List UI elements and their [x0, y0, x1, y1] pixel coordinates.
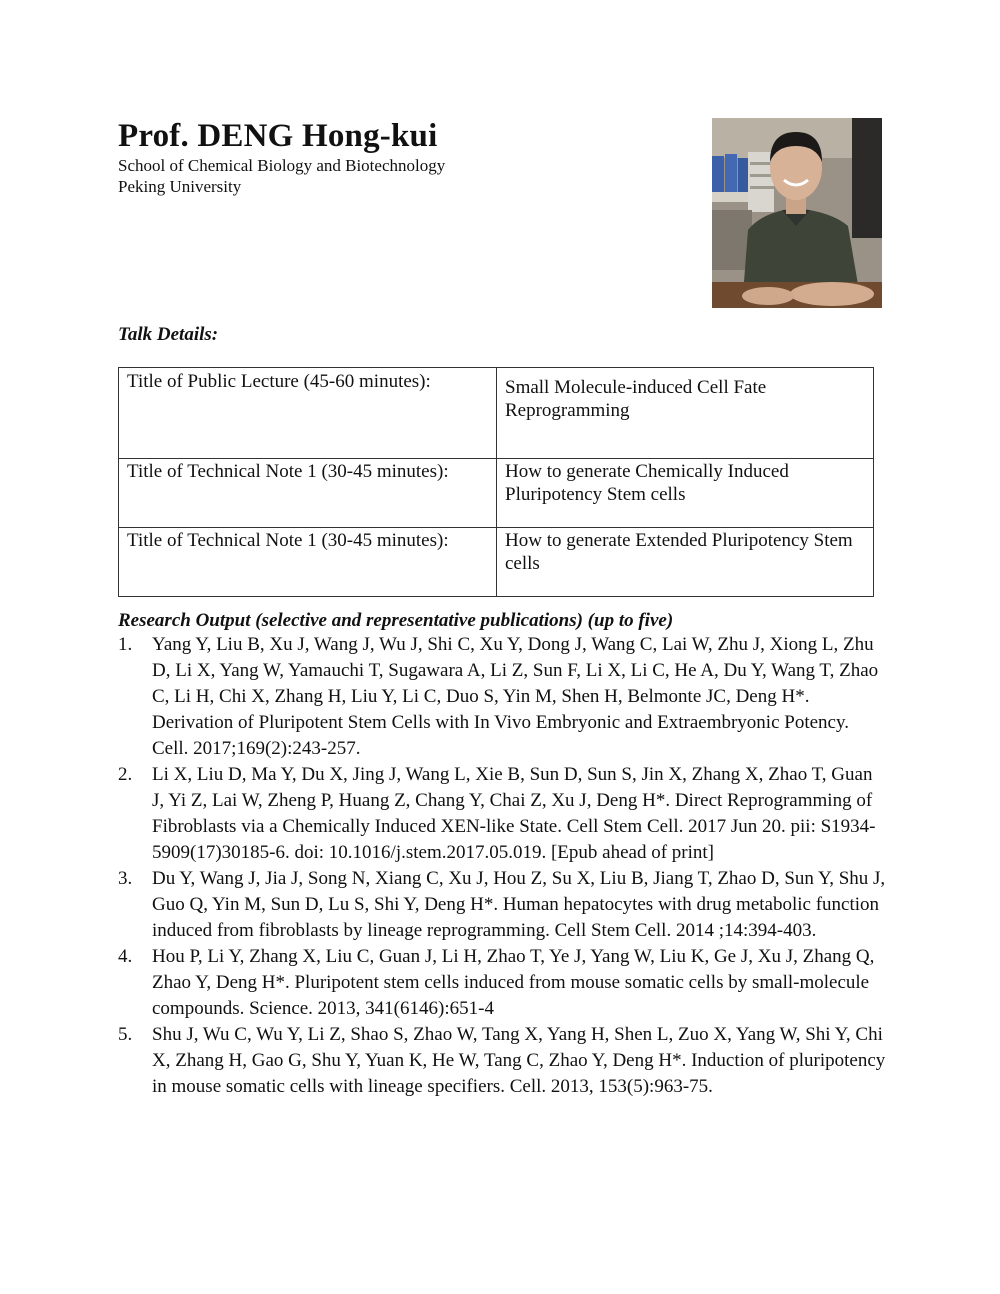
publication-number: 3. — [118, 868, 133, 889]
research-output-heading: Research Output (selective and representative publications) (up to five) — [118, 610, 674, 631]
publication-text: Yang Y, Liu B, Xu J, Wang J, Wu J, Shi C, Xu Y, Dong J, Wang C, Lai W, Zhu J, Xiong L, Zhu D, Li X, Yang W, Yamauchi T, Sugawara A, Li Z, Sun F, Li X, Li C, He A, Du Y, Wang T, Zhao C, Li H, Chi X, Zhang H, Liu Y, Li C, Duo S, Yin M, Shen H, Belmonte JC, Deng H*. Derivation of Pluripotent Stem Cells with In Vivo Embryonic and Extraembryonic Potency. Cell. 2017;169(2):243-257. — [152, 634, 879, 759]
publication-list — [118, 632, 888, 1100]
university-name: Peking University — [118, 177, 242, 196]
publication-item — [118, 762, 888, 866]
talk-row-value: Small Molecule-induced Cell Fate Reprogramming — [497, 368, 874, 459]
school-name: School of Chemical Biology and Biotechnology — [118, 156, 446, 175]
profile-photo — [712, 118, 882, 308]
talk-row-label: Title of Technical Note 1 (30-45 minutes): — [119, 528, 497, 597]
profile-name: Prof. DENG Hong-kui — [118, 118, 438, 154]
talk-row — [119, 459, 874, 528]
publication-number: 4. — [118, 946, 133, 967]
talk-row-label: Title of Public Lecture (45-60 minutes): — [119, 368, 497, 459]
talk-row — [119, 368, 874, 459]
talk-details-table — [118, 367, 874, 597]
publication-text: Hou P, Li Y, Zhang X, Liu C, Guan J, Li H, Zhao T, Ye J, Yang W, Liu K, Ge J, Xu J, Zhang Q, Zhao Y, Deng H*. Pluripotent stem cells induced from mouse somatic cells by small-molecule compounds. Science. 2013, 341(6146):651-4 — [152, 946, 875, 1019]
publication-item — [118, 944, 888, 1022]
publication-text: Du Y, Wang J, Jia J, Song N, Xiang C, Xu J, Hou Z, Su X, Liu B, Jiang T, Zhao D, Sun Y, Shu J, Guo Q, Yin M, Sun D, Lu S, Shi Y, Deng H*. Human hepatocytes with drug metabolic function induced from fibroblasts by lineage reprogramming. Cell Stem Cell. 2014 ;14:394-403. — [152, 868, 886, 941]
talk-details-heading: Talk Details: — [118, 324, 219, 345]
publication-item — [118, 1022, 888, 1100]
publication-number: 1. — [118, 634, 133, 655]
talk-row-value: How to generate Chemically Induced Pluripotency Stem cells — [497, 459, 874, 528]
publication-text: Shu J, Wu C, Wu Y, Li Z, Shao S, Zhao W, Tang X, Yang H, Shen L, Zuo X, Yang W, Shi Y, Chi X, Zhang H, Gao G, Shu Y, Yuan K, He W, Tang C, Zhao Y, Deng H*. Induction of pluripotency in mouse somatic cells with lineage specifiers. Cell. 2013, 153(5):963-75. — [152, 1024, 886, 1097]
talk-row — [119, 528, 874, 597]
portrait-image — [712, 118, 882, 308]
publication-item — [118, 632, 888, 762]
talk-row-label: Title of Technical Note 1 (30-45 minutes): — [119, 459, 497, 528]
publication-number: 2. — [118, 764, 133, 785]
talk-row-value: How to generate Extended Pluripotency Stem cells — [497, 528, 874, 597]
publication-item — [118, 866, 888, 944]
publication-number: 5. — [118, 1024, 133, 1045]
publication-text: Li X, Liu D, Ma Y, Du X, Jing J, Wang L, Xie B, Sun D, Sun S, Jin X, Zhang X, Zhao T, Guan J, Yi Z, Lai W, Zheng P, Huang Z, Chang Y, Chai Z, Xu J, Deng H*. Direct Reprogramming of Fibroblasts via a Chemically Induced XEN-like State. Cell Stem Cell. 2017 Jun 20. pii: S1934-5909(17)30185-6. doi: 10.1016/j.stem.2017.05.019. [Epub ahead of print] — [152, 764, 876, 863]
